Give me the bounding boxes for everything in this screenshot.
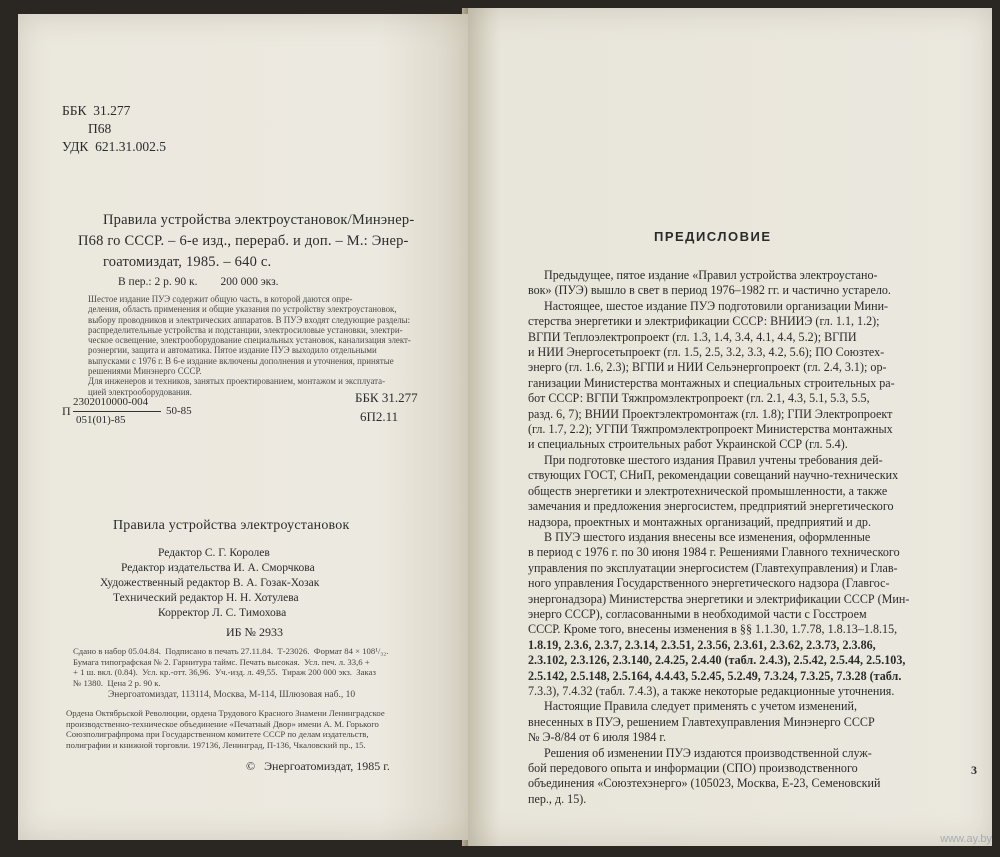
- abstract-line: Шестое издание ПУЭ содержит общую часть, в которой даются опре-: [88, 294, 353, 304]
- text-line: объединения «Союзтехэнерго» (105023, Москва, Е-23, Семеновский: [528, 776, 881, 791]
- biblio-line-1: Правила устройства электроустановок/Минэнер-: [103, 212, 415, 228]
- bbk-right: ББК 31.277: [355, 390, 418, 405]
- text-line: управления по эксплуатации энергосистем (Главтехуправления) и Глав-: [528, 560, 898, 575]
- text-line: ствующих ГОСТ, СНиП, рекомендации совещаний научно-технических: [528, 468, 899, 483]
- left-page: [18, 14, 470, 840]
- abstract-line: цией электрооборудования.: [88, 386, 192, 397]
- abstract-line: роэнергии, защита и автоматика. Пятое издание ПУЭ выходило отдельными: [88, 345, 377, 356]
- print-info-line: № 1380. Цена 2 р. 90 к.: [73, 677, 161, 688]
- abstract-line: Для инженеров и техников, занятых проектированием, монтажом и эксплуата-: [88, 376, 386, 387]
- text-line: в период с 1976 г. по 30 июня 1984 г. Решениями Главного технического: [528, 545, 900, 560]
- abstract-line: деления, область применения и общие указания по устройству электроустановок,: [88, 304, 397, 315]
- index-prefix: П: [62, 404, 71, 418]
- text-line: При подготовке шестого издания Правил учтены требования дей-: [544, 452, 883, 467]
- publisher-address: Энергоатомиздат, 113114, Москва, М-114, Шлюзовая наб., 10: [108, 690, 356, 700]
- copyright: © Энергоатомиздат, 1985 г.: [246, 759, 390, 773]
- print-info-line: + 1 ш. вкл. (0.84). Усл. кр.-отт. 36,96. Уч.-изд. л. 49,55. Тираж 200 000 экз. Заказ: [73, 667, 376, 677]
- credit-line: Редактор С. Г. Королев: [158, 547, 270, 559]
- text-line: 1.8.19, 2.3.6, 2.3.7, 2.3.14, 2.3.51, 2.3.56, 2.3.61, 2.3.62, 2.3.73, 2.3.86,: [528, 637, 876, 652]
- text-line: бой передового опыта и информации (СПО) производственного: [528, 761, 858, 775]
- text-line: замечания и предложения энергосистем, предприятий энергетического: [528, 499, 894, 514]
- paragraph: [528, 699, 978, 745]
- text-line: 2.3.102, 2.3.126, 2.3.140, 2.4.25, 2.4.40 (табл. 2.4.3), 2.5.42, 2.5.44, 2.5.103,: [528, 653, 906, 668]
- watermark: www.ay.by: [940, 833, 992, 845]
- text-line: № Э-8/84 от 6 июля 1984 г.: [528, 730, 667, 745]
- text-line: 7.3.3), 7.4.32 (табл. 7.4.3), а также некоторые редакционные уточнения.: [528, 683, 895, 698]
- text-line: В ПУЭ шестого издания внесены все изменения, оформленные: [544, 529, 871, 544]
- text-line: энерго СССР), согласованными в необходимой части с Госстроем: [528, 606, 867, 621]
- text-line: Решения об изменении ПУЭ издаются производственной служ-: [544, 745, 872, 760]
- credit-line: Художественный редактор В. А. Гозак-Хозак: [100, 577, 320, 589]
- credits: [18, 546, 470, 621]
- printer-line: производственно-техническое объединение «Печатный Двор» имени А. М. Горького: [66, 718, 379, 729]
- preface-heading: ПРЕДИСЛОВИЕ: [654, 229, 772, 244]
- abstract-line: ческое освещение, электрооборудование специальных установок, канализация элект-: [88, 335, 411, 346]
- author-mark: П68: [88, 121, 112, 136]
- abstract: [88, 294, 458, 397]
- text-line: энерго (гл. 1.6, 2.3); ВГПИ и НИИ Сельэнергопроект (гл. 2.4, 3.1); ор-: [528, 360, 887, 375]
- text-line: пер., д. 15).: [528, 791, 587, 806]
- text-line: 2.5.142, 2.5.148, 2.5.164, 4.4.43, 5.2.45, 5.2.49, 7.3.24, 7.3.25, 7.3.28 (табл.: [528, 668, 902, 683]
- abstract-line: распределительные устройства и подстанции, электросиловые установки, электри-: [88, 324, 403, 335]
- paragraph: [528, 746, 978, 808]
- text-line: обществ энергетики и электротехнической промышленности, а также: [528, 483, 888, 498]
- text-line: и специальных строительных работ Украинской ССР (гл. 5.4).: [528, 437, 848, 452]
- abstract-line: выпусками с 1976 г. В 6-е издание включены дополнения и уточнения, принятые: [88, 355, 394, 366]
- text-line: вок» (ПУЭ) вышло в свет в период 1976–1982 гг. и частично устарело.: [528, 283, 891, 298]
- paragraph: [528, 268, 978, 453]
- udk-code: УДК 621.31.002.5: [62, 139, 167, 154]
- paragraph: [528, 530, 978, 699]
- index-code: 2302010000-004: [73, 396, 149, 408]
- text-line: ВГПИ Теплоэлектропроект (гл. 1.3, 1.4, 3.4, 4.1, 4.4, 5.2); ВГПИ: [528, 329, 857, 344]
- printer-line: Союзполиграфпрома при Государственном комитете СССР по делам издательств,: [66, 729, 369, 739]
- abstract-line: выбору проводников и электрических аппаратов. В ПУЭ входят следующие разделы:: [88, 314, 411, 325]
- biblio-line-3: гоатомиздат, 1985. – 640 с.: [103, 254, 272, 270]
- text-line: надзора, проектных и монтажных организаций, предприятий и др.: [528, 514, 871, 529]
- printer-line: полиграфии и книжной торговли. 197136, Ленинград, П-136, Чкаловский пр., 15.: [66, 739, 366, 750]
- text-line: ного управления Государственного энергетического надзора (Главгос-: [528, 576, 890, 591]
- index-suffix: 50-85: [166, 405, 192, 417]
- text-line: разд. 6, 7); ВНИИ Проектэлектромонтаж (гл. 1.8); ГПИ Электропроект: [528, 406, 893, 421]
- text-line: Предыдущее, пятое издание «Правил устройства электроустано-: [544, 268, 878, 282]
- ib-number: ИБ № 2933: [226, 625, 284, 639]
- text-line: (гл. 1.7, 2.2); УГПИ Тяжпромэлектропроект Министерства монтажных: [528, 422, 893, 437]
- paragraph: [528, 453, 978, 530]
- credit-line: Редактор издательства И. А. Сморчкова: [121, 562, 315, 574]
- text-line: и НИИ Энергосетьпроект (гл. 1.5, 2.5, 3.2, 3.3, 4.2, 5.6); ПО Союзтех-: [528, 345, 885, 360]
- printer-info: [66, 708, 385, 750]
- text-line: стерства энергетики и электрификации СССР: ВНИИЭ (гл. 1.1, 1.2);: [528, 314, 880, 329]
- book-title: Правила устройства электроустановок: [113, 518, 350, 533]
- text-line: ганизации Министерства монтажных и специальных строительных ра-: [528, 375, 895, 390]
- text-line: Настоящие Правила следует применять с учетом изменений,: [544, 699, 857, 714]
- bbk-right-2: 6П2.11: [360, 409, 399, 424]
- credit-line: Технический редактор Н. Н. Хотулева: [113, 592, 299, 604]
- text-line: внесенных в ПУЭ, решением Главтехуправления Минэнерго СССР: [528, 714, 875, 729]
- biblio-line-2: П68 го СССР. – 6-е изд., перераб. и доп. – М.: Энер-: [78, 233, 409, 249]
- index-denominator: 051(01)-85: [76, 414, 126, 426]
- abstract-line: решениями Минэнерго СССР.: [88, 366, 202, 377]
- text-line: СССР. Кроме того, внесены изменения в §§ 1.1.30, 1.7.78, 1.8.13–1.8.15,: [528, 622, 898, 637]
- text-line: Настоящее, шестое издание ПУЭ подготовили организации Мини-: [544, 298, 889, 313]
- bbk-code: ББК 31.277: [62, 103, 131, 118]
- print-info-line: Сдано в набор 05.04.84. Подписано в печать 27.11.84. Т-23026. Формат 84 × 108¹/₃₂.: [73, 646, 389, 656]
- credit-line: Корректор Л. С. Тимохова: [158, 607, 287, 619]
- price-line: В пер.: 2 р. 90 к. 200 000 экз.: [118, 276, 279, 288]
- print-info-line: Бумага типографская № 2. Гарнитура таймс. Печать высокая. Усл. печ. л. 33,6 +: [73, 656, 370, 667]
- text-line: энергонадзора) Министерства энергетики и электрификации СССР (Мин-: [528, 591, 910, 606]
- text-line: бот СССР: ВГПИ Тяжпромэлектропроект (гл. 2.1, 4.3, 5.1, 5.3, 5.5,: [528, 391, 870, 406]
- print-info: [73, 646, 388, 688]
- page-number: 3: [971, 763, 977, 777]
- right-page: [468, 8, 992, 846]
- preface-body: [528, 268, 978, 807]
- fraction-line: [73, 411, 161, 412]
- printer-line: Ордена Октябрьской Революции, ордена Трудового Красного Знамени Ленинградское: [66, 708, 385, 718]
